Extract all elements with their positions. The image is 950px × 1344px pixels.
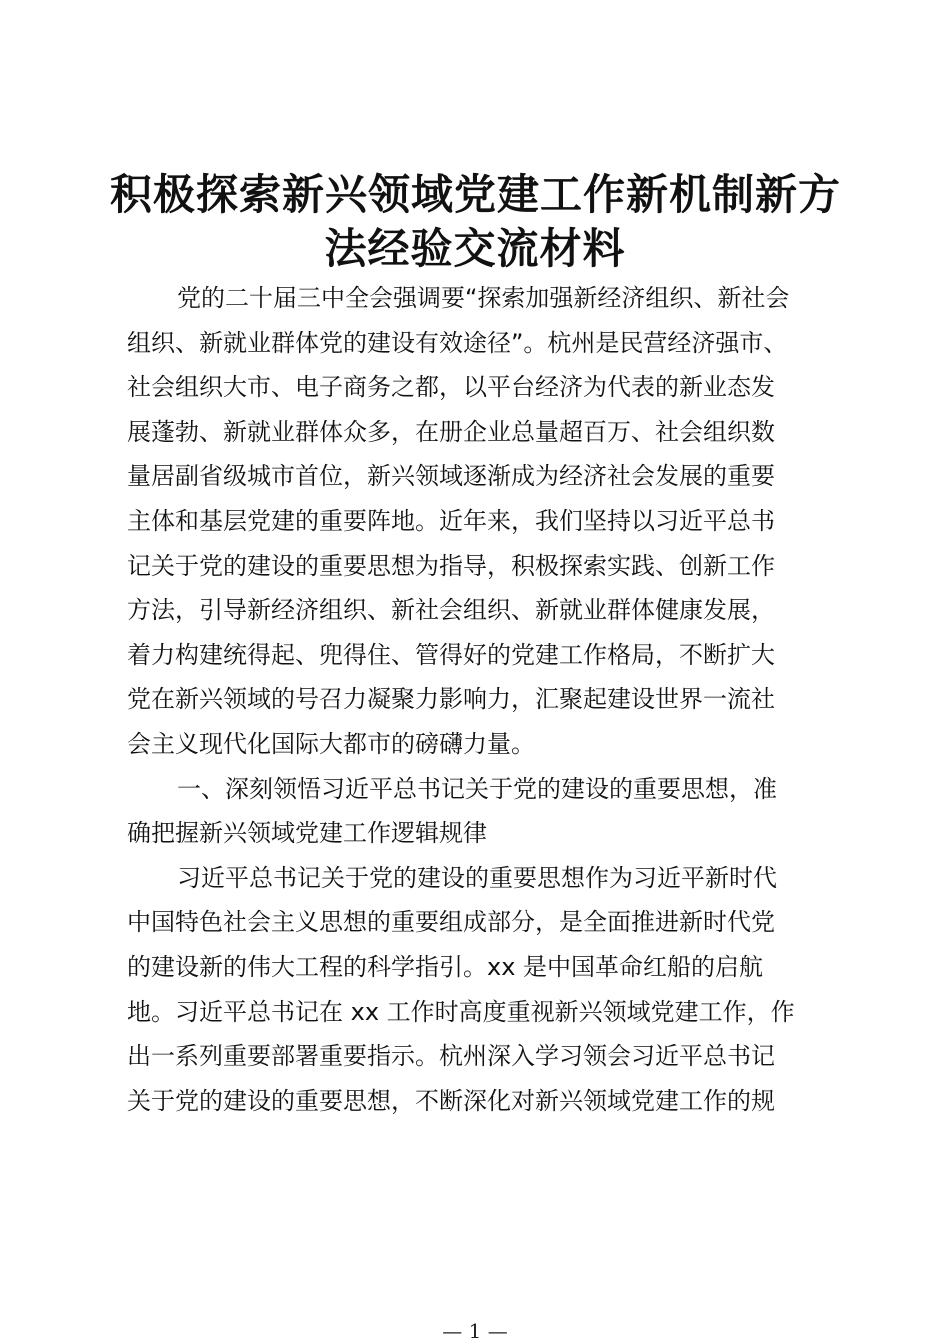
paragraph-line: 方法，引导新经济组织、新社会组织、新就业群体健康发展， [127,596,775,625]
title-line-2: 法经验交流材料 [324,224,626,273]
section-1-paragraph [127,856,830,1124]
title-line-1: 积极探索新兴领域党建工作新机制新方 [110,170,842,219]
paragraph-line: 组织、新就业群体党的建设有效途径”。杭州是民营经济强市、 [127,328,788,357]
paragraph-line: 会主义现代化国际大都市的磅礴力量。 [127,729,535,758]
paragraph-line: 中国特色社会主义思想的重要组成部分，是全面推进新时代党 [127,908,775,937]
paragraph-line: 记关于党的建设的重要思想为指导，积极探索实践、创新工作 [127,551,775,580]
paragraph-line: 地。习近平总书记在 xx 工作时高度重视新兴领域党建工作，作 [127,997,795,1026]
paragraph-line: 党在新兴领域的号召力凝聚力影响力，汇聚起建设世界一流社 [127,685,775,714]
page-number: — 1 — [442,1319,508,1343]
document-title [110,168,840,276]
paragraph-line: 党的二十届三中全会强调要“探索加强新经济组织、新社会 [177,284,790,312]
paragraph-line: 量居副省级城市首位，新兴领域逐渐成为经济社会发展的重要 [127,462,775,491]
document-body [127,276,830,1123]
paragraph-line: 出一系列重要部署重要指示。杭州深入学习领会习近平总书记 [127,1042,775,1071]
paragraph-line: 习近平总书记关于党的建设的重要思想作为习近平新时代 [177,863,777,892]
paragraph-line: 关于党的建设的重要思想，不断深化对新兴领域党建工作的规 [127,1086,775,1115]
paragraph-line: 着力构建统得起、兜得住、管得好的党建工作格局，不断扩大 [127,640,775,669]
paragraph-line: 主体和基层党建的重要阵地。近年来，我们坚持以习近平总书 [127,506,775,535]
paragraph-line: 社会组织大市、电子商务之都，以平台经济为代表的新业态发 [127,373,775,402]
paragraph-line: 的建设新的伟大工程的科学指引。xx 是中国革命红船的启航 [127,952,764,981]
paragraph-line: 展蓬勃、新就业群体众多，在册企业总量超百万、社会组织数 [127,417,775,446]
section-heading-1 [127,767,830,856]
intro-paragraph [127,276,830,767]
heading-line: 确把握新兴领域党建工作逻辑规律 [127,819,487,848]
heading-line: 一、深刻领悟习近平总书记关于党的建设的重要思想，准 [177,774,777,803]
